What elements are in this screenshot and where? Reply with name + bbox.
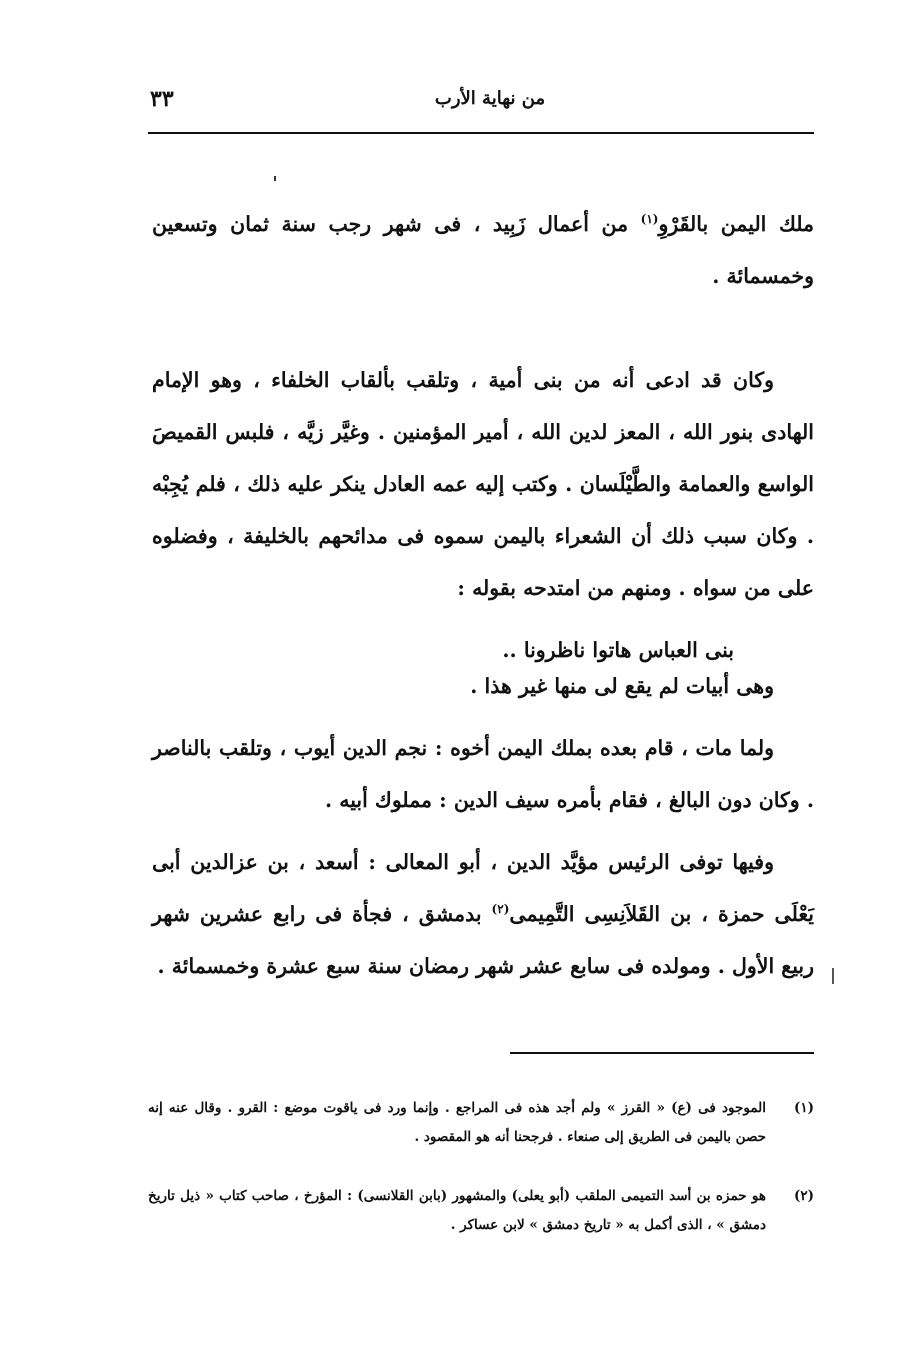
footnote-number: (١) — [793, 1100, 814, 1116]
paragraph-1-text-a: ملك اليمن بالقَرْوِ — [658, 212, 814, 236]
footnote-number: (٢) — [793, 1188, 814, 1204]
paragraph-5-text-b: بدمشق ، فجأة فى رابع عشرين شهر ربيع الأول . ومولده فى سابع عشر شهر رمضان سنة سبع عشرة وخمسمائة . — [152, 902, 814, 978]
running-title: من نهاية الأرب — [434, 88, 546, 109]
margin-mark — [832, 968, 834, 984]
paragraph-5 — [152, 836, 814, 992]
footnote-text: هو حمزه بن أسد التميمى الملقب (أبو يعلى) والمشهور (بابن القلانسى) : المؤرخ ، صاحب كتاب « ذيل تاريخ دمشق » ، الذى أكمل به « تاريخ دمشق » لابن عساكر . — [148, 1188, 766, 1233]
footnotes — [148, 1094, 814, 1270]
footnote-text: الموجود فى (ع) « القرز » ولم أجد هذه فى المراجع . وإنما ورد فى ياقوت موضع : القرو . وقال عنه إنه حصن باليمن فى الطريق إلى صنعاء . فرجحنا أنه هو المقصود . — [148, 1100, 766, 1145]
running-head — [150, 86, 812, 126]
main-text — [152, 198, 814, 992]
footnote-rule — [510, 1052, 814, 1054]
paragraph-5-text-a: وفيها توفى الرئيس مؤيَّد الدين ، أبو المعالى : أسعد ، بن عزالدين أبى يَعْلَى حمزة ، بن القَلاَنِسِى التَّمِيمى — [152, 850, 814, 926]
footnote-ref-2: (٢) — [491, 902, 510, 917]
paragraph-1-text-b: من أعمال زَبِيد ، فى شهر رجب سنة ثمان وتسعين وخمسمائة . — [152, 212, 814, 288]
paragraph-2: وكان قد ادعى أنه من بنى أمية ، وتلقب بألقاب الخلفاء ، وهو الإمام الهادى بنور الله ، المعز لدين الله ، أمير المؤمنين . وغيَّر زيَّه ، فلبس القميصَ الواسع والعمامة والطَّيْلَسان . وكتب إليه عمه العادل ينكر عليه ذلك ، فلم يُجِبْه . وكان سبب ذلك أن الشعراء باليمن سموه فى مدائحهم بالخليفة ، وفضلوه على من سواه . ومنهم من امتدحه بقوله : — [152, 368, 814, 600]
header-rule — [148, 132, 814, 134]
paragraph-4: ولما مات ، قام بعده بملك اليمن أخوه : نجم الدين أيوب ، وتلقب بالناصر . وكان دون البالغ ، فقام بأمره سيف الدين : مملوك أبيه . — [152, 736, 814, 812]
verse-line: بنى العباس هاتوا ناظرونا .. — [502, 638, 734, 662]
paragraph-1 — [152, 198, 814, 302]
ink-speck — [274, 176, 276, 181]
footnote-ref-1: (١) — [640, 212, 659, 227]
paragraph-3: وهى أبيات لم يقع لى منها غير هذا . — [470, 674, 774, 698]
footnote-1 — [148, 1094, 814, 1152]
page-number: ٣٣ — [150, 86, 174, 112]
footnote-2 — [148, 1182, 814, 1240]
